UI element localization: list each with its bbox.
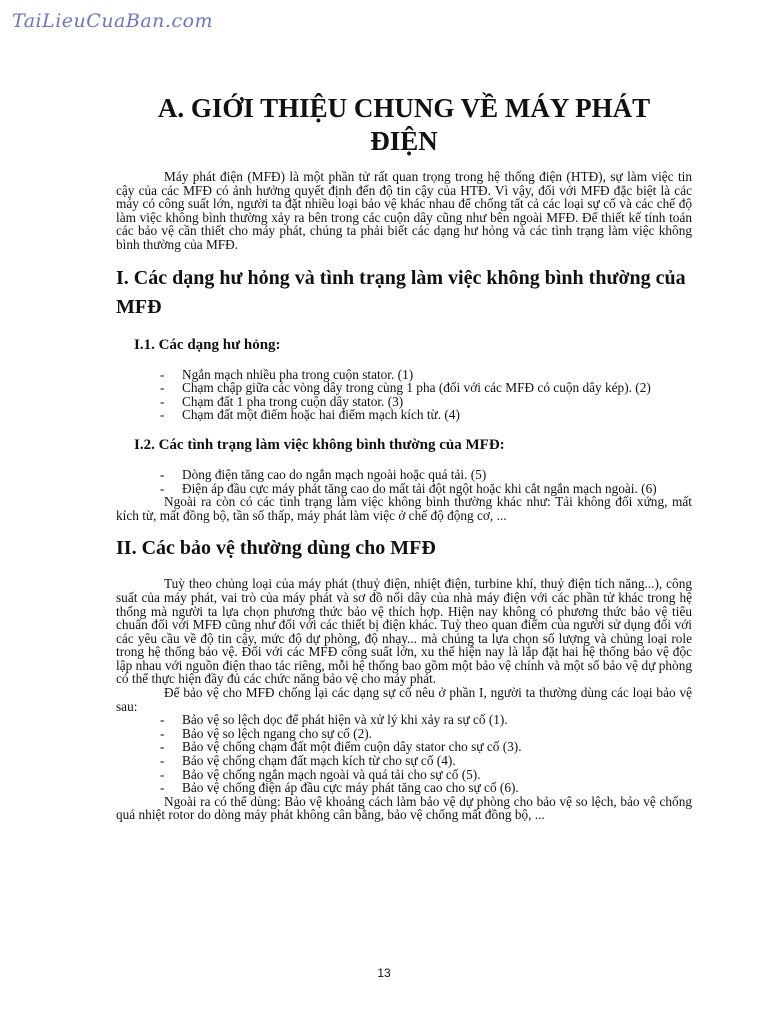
dash-marker: - [160,366,165,382]
list-item: - Bảo vệ chống ngắn mạch ngoài và quá tải cho sự cố (5). [116,768,692,782]
dash-marker: - [160,407,165,423]
list-item: - Chạm đất 1 pha trong cuộn dây stator. (3) [116,395,692,409]
list-item: - Điện áp đầu cực máy phát tăng cao do mất tải đột ngột hoặc khi cắt ngắn mạch ngoài. (6) [116,482,692,496]
list-item: - Bảo vệ so lệch ngang cho sự cố (2). [116,727,692,741]
fault-types-list [116,368,692,422]
list-item: - Ngắn mạch nhiều pha trong cuộn stator. (1) [116,368,692,382]
watermark-logo: TaiLieuCuaBan.com [12,10,214,32]
list-item: - Bảo vệ chống chạm đất mạch kích từ cho sự cố (4). [116,754,692,768]
dash-marker: - [160,712,165,728]
list-item: - Dòng điện tăng cao do ngắn mạch ngoài hoặc quá tải. (5) [116,468,692,482]
protection-list [116,713,692,795]
list-item: - Bảo vệ so lệch dọc để phát hiện và xử lý khi xảy ra sự cố (1). [116,713,692,727]
abnormal-conditions-list [116,468,692,495]
dash-marker: - [160,780,165,796]
dash-marker: - [160,480,165,496]
list-item: - Bảo vệ chống điện áp đầu cực máy phát tăng cao cho sự cố (6). [116,781,692,795]
list-item: - Chạm chập giữa các vòng dây trong cùng 1 pha (đối với các MFĐ có cuộn dây kép). (2) [116,381,692,395]
dash-marker: - [160,725,165,741]
additional-protection-paragraph: Ngoài ra có thể dùng: Bảo vệ khoảng cách làm bảo vệ dự phòng cho bảo vệ so lệch, bảo vệ chống quá nhiệt rotor do dòng máy phát không cân bằng, bảo vệ chống mất đồng bộ, ... [116,793,692,823]
section-2-heading: II. Các bảo vệ thường dùng cho MFĐ [116,537,436,560]
protection-intro-paragraph: Tuỳ theo chủng loại của máy phát (thuỷ điện, nhiệt điện, turbine khí, thuỷ điện tích năng...), công suất của máy phát, vai trò của máy phát và sơ đồ nối dây của nhà máy điện với các phần tử khác trong hệ thống mà người ta lựa chọn phương thức bảo vệ thích hợp. Hiện nay không có phương thức bảo vệ tiêu chuẩn đối với MFĐ cũng như đối với các thiết bị điện khác. Tuỳ theo quan điểm của người sử dụng đối với các yêu cầu về độ tin cậy, mức độ dự phòng, độ nhạy... mà chúng ta lựa chọn số lượng và chủng loại role trong hệ thống bảo vệ. Đối với các MFĐ công suất lớn, xu thế hiện nay là lắp đặt hai hệ thống bảo vệ độc lập nhau với nguồn điện thao tác riêng, mỗi hệ thống bao gồm một bảo vệ chính và một số bảo vệ dự phòng có thể thực hiện đầy đủ các chức năng bảo vệ cho máy phát. [116,576,692,687]
dash-marker: - [160,739,165,755]
dash-marker: - [160,466,165,482]
page-title: A. GIỚI THIỆU CHUNG VỀ MÁY PHÁT ĐIỆN [157,93,651,156]
subsection-1-2-heading: I.2. Các tình trạng làm việc không bình thường của MFĐ: [134,436,505,453]
abnormal-note-paragraph: Ngoài ra còn có các tình trạng làm việc không bình thường khác như: Tải không đối xứng, mất kích từ, mất đồng bộ, tần số thấp, máy phát làm việc ở chế độ động cơ, ... [116,494,692,523]
dash-marker: - [160,393,165,409]
list-item: - Chạm đất một điểm hoặc hai điểm mạch kích từ. (4) [116,408,692,422]
list-item: - Bảo vệ chống chạm đất một điểm cuộn dây stator cho sự cố (3). [116,740,692,754]
document-page [116,92,692,822]
protection-list-intro: Để bảo vệ cho MFĐ chống lại các dạng sự cố nêu ở phần I, người ta thường dùng các loại bảo vệ sau: [116,685,692,714]
page-number: 13 [377,966,391,980]
intro-paragraph: Máy phát điện (MFĐ) là một phần tử rất quan trọng trong hệ thống điện (HTĐ), sự làm việc tin cậy của các MFĐ có ảnh hưởng quyết định đến độ tin cậy của HTĐ. Vì vậy, đối với MFĐ đặc biệt là các máy có công suất lớn, người ta đặt nhiều loại bảo vệ khác nhau để chống tất cả các loại sự cố và các chế độ làm việc không bình thường xảy ra bên trong các cuộn dây cũng như bên ngoài MFĐ. Để thiết kế tính toán các bảo vệ cần thiết cho máy phát, chúng ta phải biết các dạng hư hỏng và các tình trạng làm việc không bình thường của MFĐ. [116,169,692,252]
subsection-1-1-heading: I.1. Các dạng hư hỏng: [134,336,281,353]
dash-marker: - [160,380,165,396]
section-1-heading: I. Các dạng hư hỏng và tình trạng làm việc không bình thường của MFĐ [116,266,686,318]
dash-marker: - [160,766,165,782]
dash-marker: - [160,753,165,769]
